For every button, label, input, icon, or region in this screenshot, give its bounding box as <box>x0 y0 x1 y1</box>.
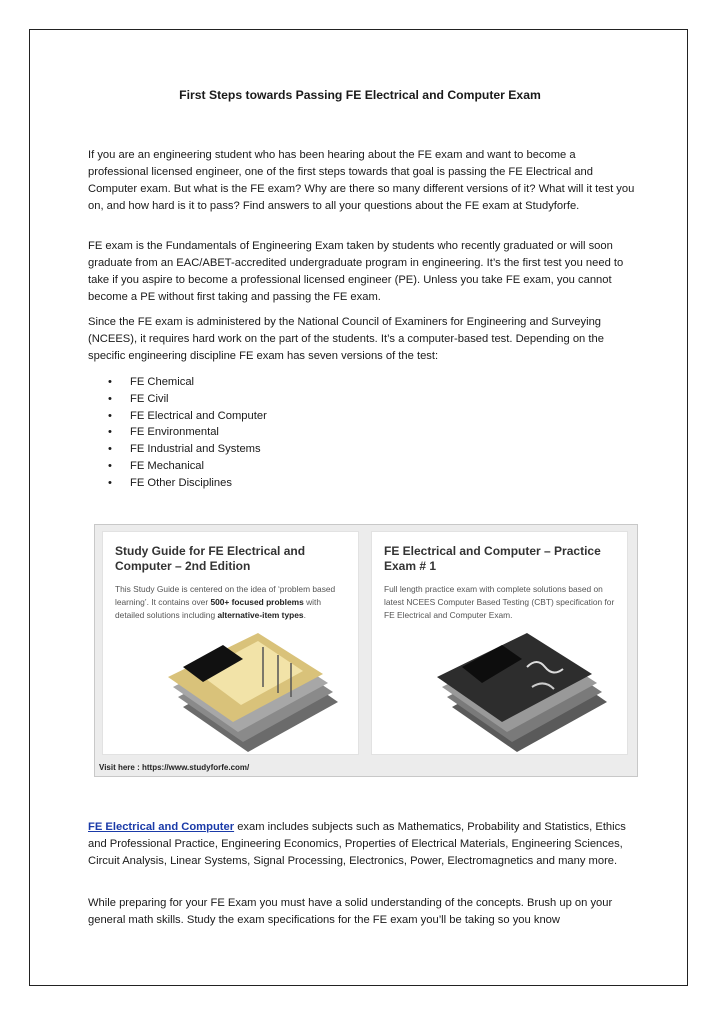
paragraph-preparation: While preparing for your FE Exam you must have a solid understanding of the concepts. Brush up on your general math skills. Study the exam specifications for the FE exam you’ll be taking so you know <box>88 897 613 926</box>
practice-exam-book-stack-image <box>432 627 622 752</box>
bullet-icon: • <box>108 409 112 422</box>
visit-url-caption: Visit here : https://www.studyforfe.com/ <box>99 763 250 772</box>
paragraph-intro: If you are an engineering student who has been hearing about the FE exam and want to become a professional licensed engineer, one of the first steps towards that goal is passing the FE Electrical and Computer exam. But what is the FE exam? Why are there so many different versions of it? What will it test you on, and how hard is it to pass? Find answers to all your questions about the FE exam at Studyforfe. <box>88 149 635 212</box>
exam-versions-list <box>104 374 267 492</box>
study-guide-card[interactable] <box>102 531 359 755</box>
study-guide-title: Study Guide for FE Electrical and Computer – 2nd Edition <box>115 544 306 573</box>
promo-banner-image[interactable] <box>94 524 638 777</box>
study-guide-description: This Study Guide is centered on the idea of ‘problem based learning’. It contains over 500+ focused problems with detailed solutions including alternative-item types. <box>115 584 336 620</box>
paragraph-subjects: FE Electrical and Computer exam includes subjects such as Mathematics, Probability and Statistics, Ethics and Professional Practice, Engineering Economics, Properties of Electrical Materials, Engineering Sciences, Circuit Analysis, Linear Systems, Signal Processing, Electronics, Power, Electromagnetics and many more. <box>88 821 626 867</box>
paragraph-fe-definition: FE exam is the Fundamentals of Engineering Exam taken by students who recently graduated or will soon graduate from an EAC/ABET-accredited undergraduate program in engineering. It’s the first test you need to take if you aspire to become a professional licensed engineer (PE). Unless you take FE exam, you cannot become a PE without first taking and passing the FE exam. <box>88 240 624 303</box>
practice-exam-card[interactable] <box>371 531 628 755</box>
practice-exam-description: Full length practice exam with complete solutions based on latest NCEES Computer Based Testing (CBT) specification for FE Electrical and Computer Exam. <box>384 584 615 620</box>
practice-exam-title: FE Electrical and Computer – Practice Exam # 1 <box>384 544 601 573</box>
bullet-icon: • <box>108 426 112 439</box>
list-item: • FE Mechanical <box>104 458 267 475</box>
study-guide-book-stack-image <box>163 627 353 752</box>
bullet-icon: • <box>108 376 112 388</box>
paragraph-ncees: Since the FE exam is administered by the National Council of Examiners for Engineering and Surveying (NCEES), it requires hard work on the part of the students. It’s a computer-based test. Depending on the specific engineering discipline FE exam has seven versions of the test: <box>88 316 604 362</box>
document-title: First Steps towards Passing FE Electrical and Computer Exam <box>179 88 541 102</box>
list-item: • FE Civil <box>104 391 267 408</box>
bullet-icon: • <box>108 443 112 456</box>
bullet-icon: • <box>108 459 112 472</box>
bullet-icon: • <box>108 392 112 405</box>
list-item: • FE Electrical and Computer <box>104 408 267 425</box>
bullet-icon: • <box>108 476 112 489</box>
list-item: • FE Industrial and Systems <box>104 441 267 458</box>
list-item: • FE Chemical <box>104 374 267 391</box>
list-item: • FE Other Disciplines <box>104 475 267 492</box>
list-item: • FE Environmental <box>104 424 267 441</box>
fe-electrical-computer-link[interactable]: FE Electrical and Computer <box>88 821 235 833</box>
